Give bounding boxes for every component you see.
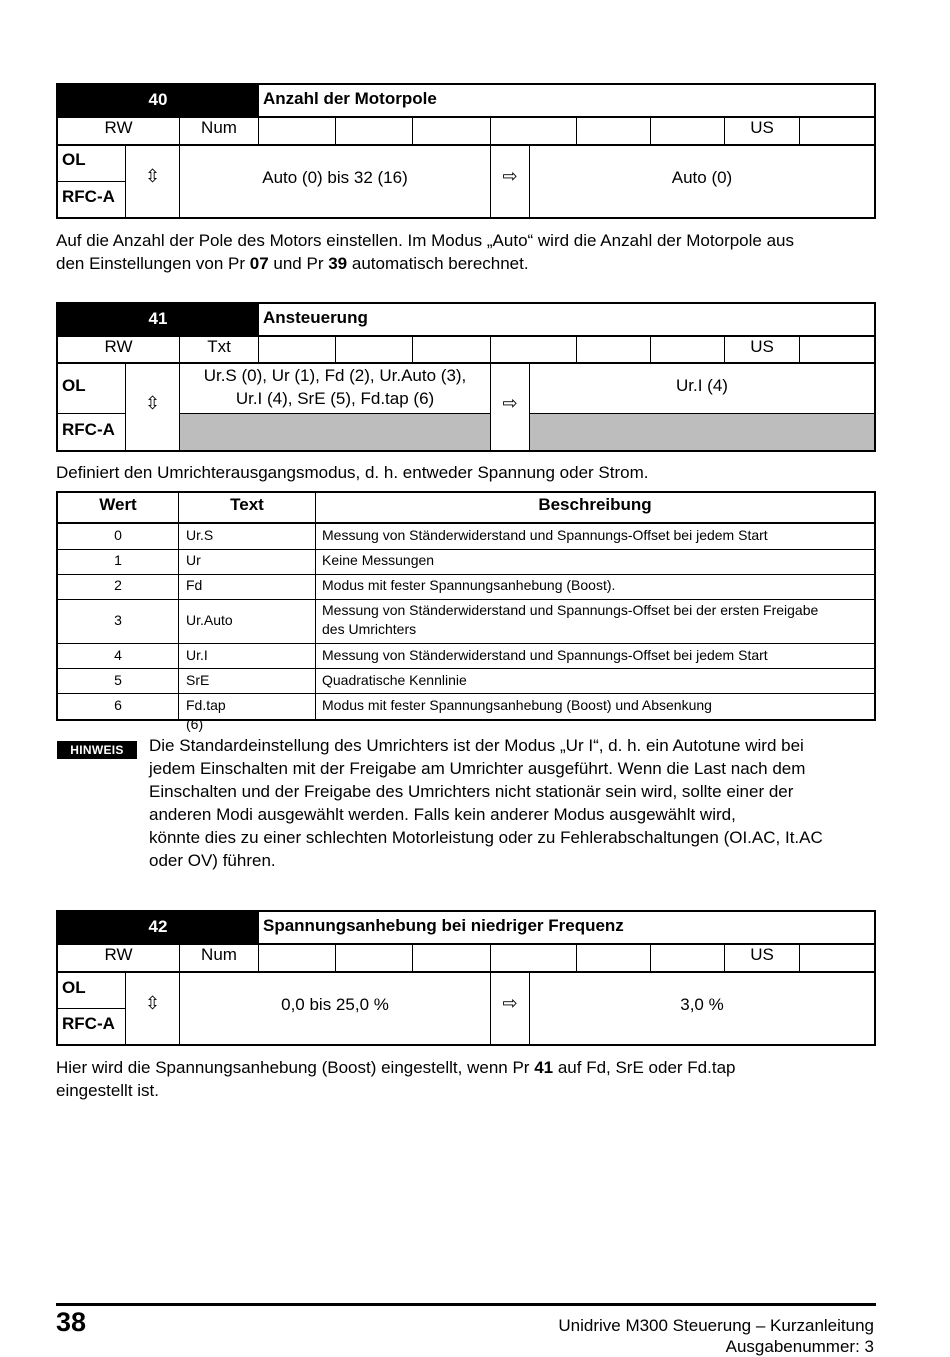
param-default: 3,0 % xyxy=(680,995,724,1014)
param-number: 42 xyxy=(57,911,259,943)
default-arrow-icon: ⇨ xyxy=(502,993,518,1013)
data-type: Num xyxy=(201,118,237,137)
cell-wert: 2 xyxy=(114,577,122,593)
mode-rfc-a: RFC-A xyxy=(62,187,115,206)
data-type: Num xyxy=(201,945,237,964)
param-title: Spannungsanhebung bei niedriger Frequenz xyxy=(263,916,624,935)
cell-beschreibung: Messung von Ständerwiderstand und Spannungs-Offset bei jedem Start xyxy=(322,527,768,543)
access-rw: RW xyxy=(104,945,133,964)
param-title: Ansteuerung xyxy=(263,308,368,327)
default-arrow-icon: ⇨ xyxy=(502,166,518,186)
cell-beschreibung: Quadratische Kennlinie xyxy=(322,672,467,688)
range-arrow-icon: ⇳ xyxy=(144,166,161,186)
param-default: Auto (0) xyxy=(671,168,733,187)
cell-wert: 0 xyxy=(114,527,122,543)
cell-text: Fd.tap (6) xyxy=(186,697,226,732)
mode-ol: OL xyxy=(62,150,86,169)
access-rw: RW xyxy=(104,118,133,137)
cell-text: Ur xyxy=(186,552,201,568)
range-arrow-icon: ⇳ xyxy=(144,393,161,413)
param-42-description: Hier wird die Spannungsanhebung (Boost) eingestellt, wenn Pr 41 auf Fd, SrE oder Fd.tap eingestellt ist. xyxy=(56,1058,736,1100)
attr-us: US xyxy=(750,337,774,356)
attr-us: US xyxy=(750,945,774,964)
cell-beschreibung: Messung von Ständerwiderstand und Spannungs-Offset bei jedem Start xyxy=(322,647,768,663)
mode-ol: OL xyxy=(62,376,86,395)
column-header-wert: Wert xyxy=(99,495,137,514)
column-header-text: Text xyxy=(230,495,264,514)
param-title: Anzahl der Motorpole xyxy=(263,89,437,108)
cell-beschreibung: Messung von Ständerwiderstand und Spannungs-Offset bei der ersten Freigabe des Umrichters xyxy=(322,602,819,637)
cell-text: Ur.S xyxy=(186,527,214,543)
note-badge: HINWEIS xyxy=(57,741,137,759)
rfc-default-empty xyxy=(530,414,874,450)
cell-text: SrE xyxy=(186,672,210,688)
page-number: 38 xyxy=(56,1307,87,1337)
cell-wert: 1 xyxy=(114,552,122,568)
cell-beschreibung: Keine Messungen xyxy=(322,552,435,568)
param-range: Auto (0) bis 32 (16) xyxy=(262,168,408,187)
cell-text: Ur.Auto xyxy=(186,612,233,628)
access-rw: RW xyxy=(104,337,133,356)
cell-wert: 4 xyxy=(114,647,122,663)
param-default: Ur.I (4) xyxy=(676,376,728,395)
cell-wert: 6 xyxy=(114,697,122,713)
param-range: 0,0 bis 25,0 % xyxy=(281,995,389,1014)
param-40-description: Auf die Anzahl der Pole des Motors einstellen. Im Modus „Auto“ wird die Anzahl der Motorpole aus den Einstellungen von Pr 07 und Pr 39 automatisch berechnet. xyxy=(56,231,794,273)
param-number: 40 xyxy=(57,84,259,116)
default-arrow-icon: ⇨ xyxy=(502,393,518,413)
mode-rfc-a: RFC-A xyxy=(62,1014,115,1033)
issue-number: Ausgabenummer: 3 xyxy=(725,1337,874,1356)
rfc-range-empty xyxy=(180,414,490,450)
column-header-beschreibung: Beschreibung xyxy=(538,495,652,514)
cell-text: Fd xyxy=(186,577,203,593)
param-number: 41 xyxy=(57,303,259,335)
param-41-description: Definiert den Umrichterausgangsmodus, d. h. entweder Spannung oder Strom. xyxy=(56,463,649,482)
document-title: Unidrive M300 Steuerung – Kurzanleitung xyxy=(558,1316,874,1335)
cell-wert: 3 xyxy=(114,612,122,628)
mode-ol: OL xyxy=(62,978,86,997)
cell-beschreibung: Modus mit fester Spannungsanhebung (Boost) und Absenkung xyxy=(322,697,712,713)
range-arrow-icon: ⇳ xyxy=(144,993,161,1013)
data-type: Txt xyxy=(207,337,231,356)
cell-wert: 5 xyxy=(114,672,122,688)
cell-beschreibung: Modus mit fester Spannungsanhebung (Boost). xyxy=(322,577,616,593)
note-text: Die Standardeinstellung des Umrichters ist der Modus „Ur I“, d. h. ein Autotune wird bei jedem Einschalten mit der Freigabe am Umrichter ausgeführt. Wenn die Last nach dem Einschalten und der Freigabe des Umrichters nicht stationär sein wird, sollte einer der anderen Modi ausgewählt werden. Falls kein anderer Modus ausgewählt wird, könnte dies zu einer schlechten Motorleistung oder zu Fehlerabschaltungen (OI.AC, It.AC oder OV) führen. xyxy=(149,736,823,870)
footer-rule xyxy=(56,1303,876,1306)
attr-us: US xyxy=(750,118,774,137)
cell-text: Ur.I xyxy=(186,647,208,663)
mode-rfc-a: RFC-A xyxy=(62,420,115,439)
param-range: Ur.S (0), Ur (1), Fd (2), Ur.Auto (3), Ur.I (4), SrE (5), Fd.tap (6) xyxy=(203,366,467,408)
